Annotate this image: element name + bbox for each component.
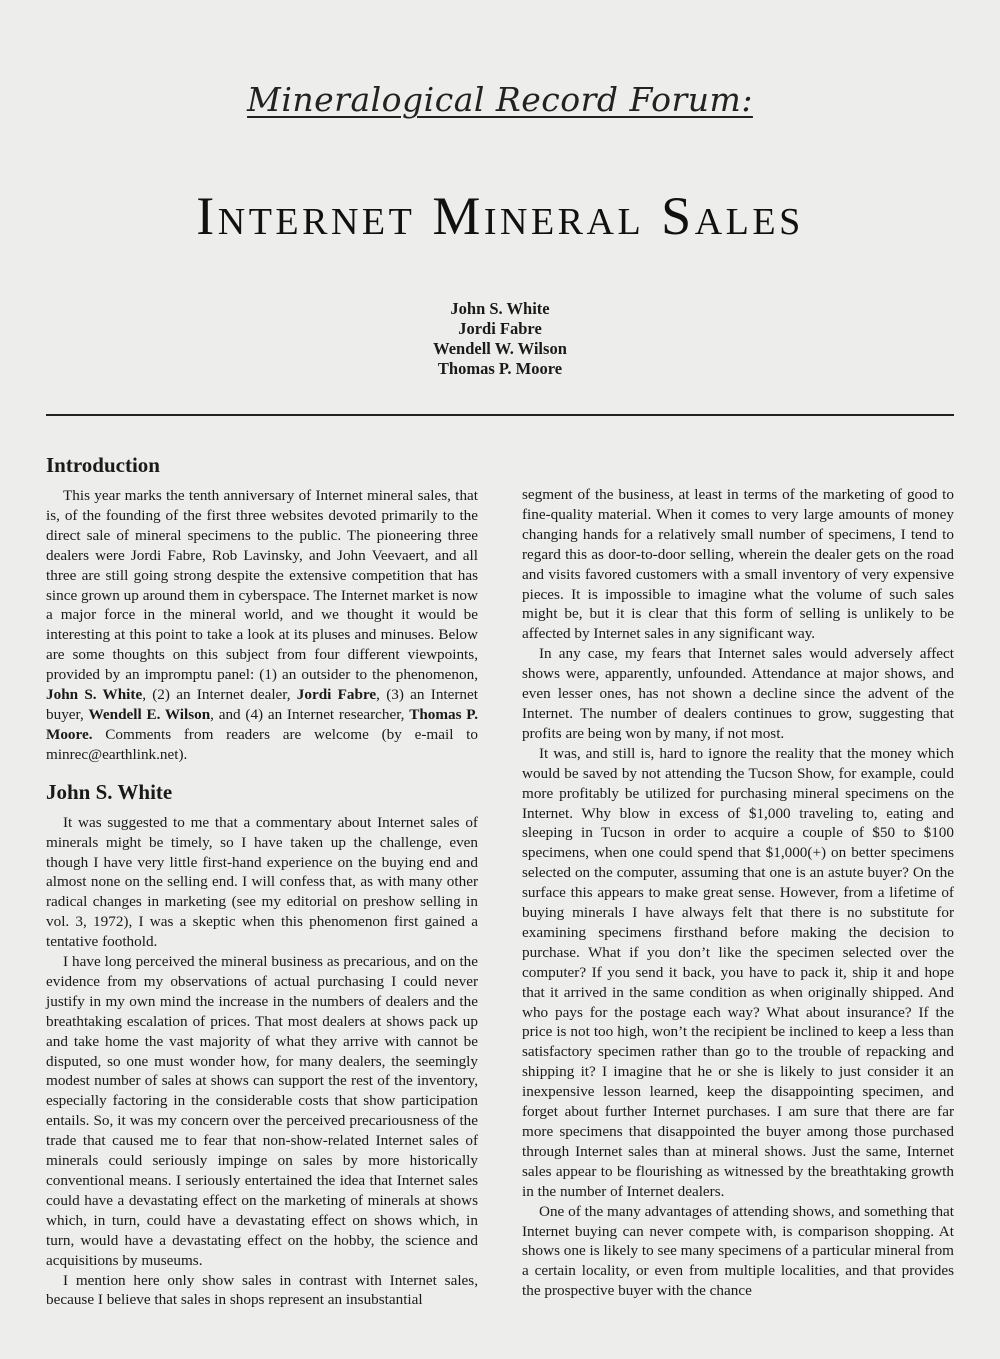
- right-column: [522, 485, 954, 1301]
- section-heading-introduction: Introduction: [46, 453, 160, 477]
- body-paragraph: It was suggested to me that a commentary about Internet sales of minerals might be timely, so I have taken up the challenge, even though I have very little first-hand experience on the buying end and almost none on the selling end. I will confess that, as with many other radical changes in marketing (see my editorial on preshow selling in vol. 3, 1972), I was a skeptic when this phenomenon first gained a tentative foothold.: [46, 813, 478, 951]
- body-paragraph: I mention here only show sales in contrast with Internet sales, because I believe that sales in shops represent an insubstantial: [46, 1271, 478, 1309]
- forum-kicker: Mineralogical Record Forum:: [247, 80, 753, 119]
- intro-paragraph: This year marks the tenth anniversary of Internet mineral sales, that is, of the founding of the first three websites devoted primarily to the direct sale of mineral specimens to the public. The pioneering three dealers were Jordi Fabre, Rob Lavinsky, and John Veevaert, and all three are still going strong despite the extensive competition that has since grown up around them in cyberspace. The Internet market is now a major force in the mineral world, and we thought it would be interesting at this point to take a look at its pluses and minuses. Below are some thoughts on this subject from four different viewpoints, provided by an impromptu panel: (1) an outsider to the phenomenon, John S. White, (2) an Internet dealer, Jordi Fabre, (3) an Internet buyer, Wendell E. Wilson, and (4) an Internet researcher, Thomas P. Moore. Comments from readers are welcome (by e-mail to minrec@earthlink.net).: [46, 487, 478, 763]
- author-list: [0, 299, 1000, 379]
- author-name: Jordi Fabre: [458, 319, 542, 338]
- author-name: Wendell W. Wilson: [433, 339, 567, 358]
- author-name: Thomas P. Moore: [437, 359, 563, 378]
- author-name: John S. White: [450, 299, 550, 318]
- section-heading-john-s-white: John S. White: [46, 779, 173, 804]
- body-paragraph: It was, and still is, hard to ignore the reality that the money which would be saved by not attending the Tucson Show, for example, could more profitably be utilized for purchasing mineral specimens on the Internet. Why blow in excess of $1,000 traveling to, eating and sleeping in Tucson in order to acquire a couple of $50 to $100 specimens, when one could spend that $1,000(+) on better specimens selected on the computer, assuming that one is an astute buyer? On the surface this appears to make great sense. However, from a lifetime of buying minerals I have always felt that there is no substitute for examining specimens firsthand before making the decision to purchase. What if you don’t like the specimen selected over the computer? If you send it back, you have to pack it, ship it and hope that it arrived in the same condition as when originally shipped. And who pays for the postage each way? What about insurance? If the price is not too high, won’t the recipient be inclined to keep a less than satisfactory specimen rather than go to the trouble of repacking and shipping it? I imagine that he or she is likely to just consider it an inexpensive lesson learned, keep the disappointing specimen, and forget about further Internet purchases. I am sure that there are far more specimens that disappointed the buyer among those purchased through Internet sales than at mineral shows. Just the same, Internet sales appear to be flourishing as witnessed by the breathtaking growth in the number of Internet dealers.: [522, 744, 954, 1200]
- body-paragraph: segment of the business, at least in terms of the marketing of good to fine-quality material. When it comes to very large amounts of money changing hands for a relatively small number of specimens, I tend to regard this as door-to-door selling, wherein the dealer gets on the road and visits favored customers with a small inventory of very expensive pieces. It is impossible to imagine what the volume of such sales might be, but it is clear that this form of selling is unlikely to be affected by Internet sales in any significant way.: [522, 486, 954, 643]
- body-paragraph: In any case, my fears that Internet sales would adversely affect shows were, apparently, unfounded. Attendance at major shows, and even lesser ones, has not shown a decline since the advent of the Internet. The number of dealers continues to grow, suggesting that profits are being won by many, if not most.: [522, 645, 954, 742]
- article-title: Internet Mineral Sales: [196, 186, 804, 246]
- left-column: [46, 452, 478, 1310]
- body-paragraph: I have long perceived the mineral business as precarious, and on the evidence from my observations of actual purchasing I could never justify in my own mind the increase in the numbers of dealers and the breathtaking escalation of prices. That most dealers at shows pack up and take home the vast majority of what they arrive with cannot be disputed, so one must wonder how, for many dealers, the seemingly modest number of sales at shows can support the rest of the inventory, especially factoring in the considerable costs that show participation entails. So, it was my concern over the perceived precariousness of the trade that caused me to fear that non-show-related Internet sales of minerals could seriously impinge on sales by more historically conventional means. I seriously entertained the idea that Internet sales could have a devastating effect on the marketing of minerals at shows which, in turn, could have a devastating effect on shows which, in turn, would have a devastating effect on the hobby, the science and acquisitions by museums.: [46, 953, 478, 1269]
- header-divider: [46, 414, 954, 416]
- body-paragraph: One of the many advantages of attending shows, and something that Internet buying can never compete with, is comparison shopping. At shows one is likely to see many specimens of a particular mineral from a certain locality, or even from multiple localities, and that provides the prospective buyer with the chance: [522, 1202, 954, 1300]
